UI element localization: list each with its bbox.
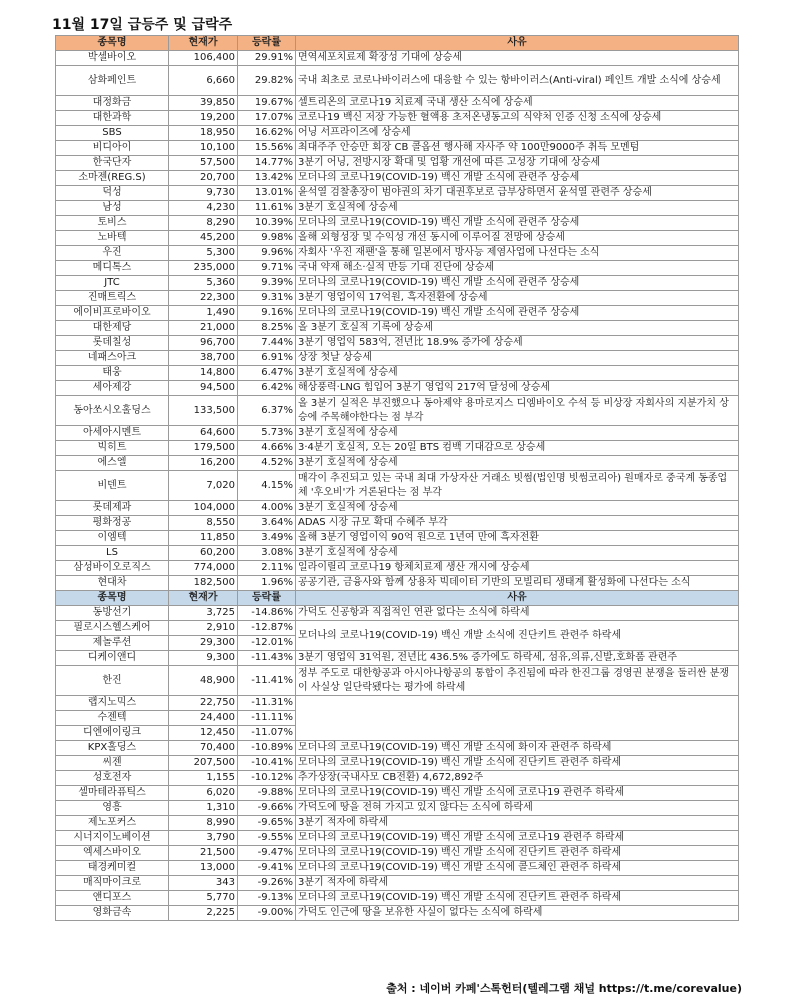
table-row bbox=[56, 801, 739, 816]
stock-change: 29.91% bbox=[238, 51, 296, 66]
table-row bbox=[56, 741, 739, 756]
stock-price: 39,850 bbox=[169, 96, 238, 111]
stock-price: 5,360 bbox=[169, 276, 238, 291]
stock-price: 21,000 bbox=[169, 321, 238, 336]
table-row bbox=[56, 171, 739, 186]
stock-price: 45,200 bbox=[169, 231, 238, 246]
stock-change: -9.26% bbox=[238, 876, 296, 891]
stock-change: 13.01% bbox=[238, 186, 296, 201]
stock-price: 16,200 bbox=[169, 456, 238, 471]
stock-name: 한국단자 bbox=[56, 156, 169, 171]
stock-price: 182,500 bbox=[169, 576, 238, 591]
stock-name: 수젠텍 bbox=[56, 711, 169, 726]
stock-reason: 모더나의 코로나19(COVID-19) 백신 개발 소식에 관련주 상승세 bbox=[296, 276, 739, 291]
stock-name: 동아쏘시오홀딩스 bbox=[56, 396, 169, 426]
stock-name: 필로시스헬스케어 bbox=[56, 621, 169, 636]
stock-change: 9.16% bbox=[238, 306, 296, 321]
stock-price: 70,400 bbox=[169, 741, 238, 756]
table-row bbox=[56, 531, 739, 546]
stock-price: 5,300 bbox=[169, 246, 238, 261]
stock-reason: 3·4분기 호실적, 오는 20일 BTS 컴백 기대감으로 상승세 bbox=[296, 441, 739, 456]
stock-name: 영화금속 bbox=[56, 906, 169, 921]
table-row bbox=[56, 396, 739, 426]
table-row bbox=[56, 336, 739, 351]
stock-reason: 3분기 호실적에 상승세 bbox=[296, 426, 739, 441]
stock-change: -9.41% bbox=[238, 861, 296, 876]
table-row bbox=[56, 291, 739, 306]
stock-change: 9.31% bbox=[238, 291, 296, 306]
table-row bbox=[56, 111, 739, 126]
stock-name: 에이비프로바이오 bbox=[56, 306, 169, 321]
stock-change: 8.25% bbox=[238, 321, 296, 336]
header-price: 현재가 bbox=[169, 591, 238, 606]
stock-reason bbox=[296, 696, 739, 741]
stock-name: 롯데제과 bbox=[56, 501, 169, 516]
stock-price: 774,000 bbox=[169, 561, 238, 576]
stock-change: 2.11% bbox=[238, 561, 296, 576]
stock-change: 6.42% bbox=[238, 381, 296, 396]
stock-price: 2,225 bbox=[169, 906, 238, 921]
stock-change: 3.49% bbox=[238, 531, 296, 546]
stock-name: 소마젠(REG.S) bbox=[56, 171, 169, 186]
source-note: 출처 : 네이버 카페'스톡헌터(텔레그램 채널 https://t.me/corevalue) bbox=[386, 982, 742, 995]
stock-reason: 매각이 추진되고 있는 국내 최대 가상자산 거래소 빗썸(법인명 빗썸코리아) 원매자로 중국계 동종업체 '후오비'가 거론된다는 점 부각 bbox=[296, 471, 739, 501]
table-row bbox=[56, 786, 739, 801]
stock-reason: 모더나의 코로나19(COVID-19) 백신 개발 소식에 관련주 상승세 bbox=[296, 306, 739, 321]
stock-price: 10,100 bbox=[169, 141, 238, 156]
page-title: 11월 17일 급등주 및 급락주 bbox=[52, 17, 233, 33]
stock-price: 48,900 bbox=[169, 666, 238, 696]
stock-price: 7,020 bbox=[169, 471, 238, 501]
table-row bbox=[56, 201, 739, 216]
stock-name: 씨젠 bbox=[56, 756, 169, 771]
stock-name: 노바텍 bbox=[56, 231, 169, 246]
stock-price: 235,000 bbox=[169, 261, 238, 276]
stock-change: -9.88% bbox=[238, 786, 296, 801]
table-row bbox=[56, 621, 739, 636]
stock-reason: 모더나의 코로나19(COVID-19) 백신 개발 소식에 관련주 상승세 bbox=[296, 216, 739, 231]
stock-reason: 상장 첫날 상승세 bbox=[296, 351, 739, 366]
table-row bbox=[56, 576, 739, 591]
table-row bbox=[56, 261, 739, 276]
stock-change: -9.66% bbox=[238, 801, 296, 816]
stock-change: 9.96% bbox=[238, 246, 296, 261]
stock-change: -11.43% bbox=[238, 651, 296, 666]
stock-change: -10.12% bbox=[238, 771, 296, 786]
stock-name: 우진 bbox=[56, 246, 169, 261]
stock-name: 태경케미컬 bbox=[56, 861, 169, 876]
stock-name: 영흥 bbox=[56, 801, 169, 816]
table-row bbox=[56, 561, 739, 576]
stock-reason: 3분기 영업이익 17억원, 흑자전환에 상승세 bbox=[296, 291, 739, 306]
table-row bbox=[56, 231, 739, 246]
stock-price: 20,700 bbox=[169, 171, 238, 186]
stock-change: 15.56% bbox=[238, 141, 296, 156]
gainers-header-row bbox=[56, 36, 739, 51]
stock-change: 9.71% bbox=[238, 261, 296, 276]
stock-name: 비덴트 bbox=[56, 471, 169, 501]
stock-price: 38,700 bbox=[169, 351, 238, 366]
stock-change: -12.01% bbox=[238, 636, 296, 651]
stock-reason: 모더나의 코로나19(COVID-19) 백신 개발 소식에 진단키트 관련주 하락세 bbox=[296, 621, 739, 651]
table-row bbox=[56, 306, 739, 321]
stock-change: -11.07% bbox=[238, 726, 296, 741]
stock-price: 9,300 bbox=[169, 651, 238, 666]
table-row bbox=[56, 381, 739, 396]
stock-name: 평화정공 bbox=[56, 516, 169, 531]
stock-price: 60,200 bbox=[169, 546, 238, 561]
stock-reason: 3분기 호실적에 상승세 bbox=[296, 501, 739, 516]
table-row bbox=[56, 471, 739, 501]
table-row bbox=[56, 426, 739, 441]
stock-price: 1,310 bbox=[169, 801, 238, 816]
stock-name: 랩지노믹스 bbox=[56, 696, 169, 711]
table-row bbox=[56, 756, 739, 771]
stock-reason: 올해 3분기 영업이익 90억 원으로 1년여 만에 흑자전환 bbox=[296, 531, 739, 546]
table-row bbox=[56, 606, 739, 621]
stock-name: 제노포커스 bbox=[56, 816, 169, 831]
table-row bbox=[56, 876, 739, 891]
header-price: 현재가 bbox=[169, 36, 238, 51]
stock-change: 6.47% bbox=[238, 366, 296, 381]
stock-reason: 면역세포치료제 확장성 기대에 상승세 bbox=[296, 51, 739, 66]
stock-reason: 어닝 서프라이즈에 상승세 bbox=[296, 126, 739, 141]
stock-change: 29.82% bbox=[238, 66, 296, 96]
stock-change: -11.31% bbox=[238, 696, 296, 711]
stock-name: 비디아이 bbox=[56, 141, 169, 156]
table-row bbox=[56, 516, 739, 531]
stock-name: 세아제강 bbox=[56, 381, 169, 396]
table-row bbox=[56, 441, 739, 456]
stock-change: 4.66% bbox=[238, 441, 296, 456]
stock-name: 매직마이크로 bbox=[56, 876, 169, 891]
stock-reason: 3분기 호실적에 상승세 bbox=[296, 546, 739, 561]
stock-price: 14,800 bbox=[169, 366, 238, 381]
table-row bbox=[56, 831, 739, 846]
table-row bbox=[56, 141, 739, 156]
stock-change: -11.11% bbox=[238, 711, 296, 726]
stock-reason: 3분기 영업익 583억, 전년比 18.9% 증가에 상승세 bbox=[296, 336, 739, 351]
table-row bbox=[56, 246, 739, 261]
stock-name: 엑세스바이오 bbox=[56, 846, 169, 861]
stock-name: 삼성바이오로직스 bbox=[56, 561, 169, 576]
stock-name: 롯데칠성 bbox=[56, 336, 169, 351]
stock-name: 이엠텍 bbox=[56, 531, 169, 546]
stock-reason: 올 3분기 실적은 부진했으나 동아제약 용마로지스 디엠바이오 수석 등 비상장 자회사의 지분가치 상승에 주목해야한다는 점 부각 bbox=[296, 396, 739, 426]
stock-change: 11.61% bbox=[238, 201, 296, 216]
stock-price: 104,000 bbox=[169, 501, 238, 516]
stock-name: LS bbox=[56, 546, 169, 561]
stock-name: 성호전자 bbox=[56, 771, 169, 786]
table-row bbox=[56, 816, 739, 831]
header-name: 종목명 bbox=[56, 591, 169, 606]
header-name: 종목명 bbox=[56, 36, 169, 51]
stock-reason: 모더나의 코로나19(COVID-19) 백신 개발 소식에 코로나19 관련주 하락세 bbox=[296, 831, 739, 846]
stock-reason: 모더나의 코로나19(COVID-19) 백신 개발 소식에 관련주 상승세 bbox=[296, 171, 739, 186]
stock-change: -9.13% bbox=[238, 891, 296, 906]
stock-name: 현대차 bbox=[56, 576, 169, 591]
stock-change: -9.65% bbox=[238, 816, 296, 831]
stock-name: 시너지이노베이션 bbox=[56, 831, 169, 846]
stock-name: 동방선기 bbox=[56, 606, 169, 621]
stock-price: 21,500 bbox=[169, 846, 238, 861]
stock-change: 13.42% bbox=[238, 171, 296, 186]
stock-reason: 3분기 적자에 하락세 bbox=[296, 816, 739, 831]
stock-change: 4.15% bbox=[238, 471, 296, 501]
stock-name: 삼화페인트 bbox=[56, 66, 169, 96]
stock-reason: 모더나의 코로나19(COVID-19) 백신 개발 소식에 진단키트 관련주 하락세 bbox=[296, 891, 739, 906]
stock-name: 디케이앤디 bbox=[56, 651, 169, 666]
table-row bbox=[56, 276, 739, 291]
stock-reason: ADAS 시장 규모 확대 수혜주 부각 bbox=[296, 516, 739, 531]
stock-reason: 3분기 호실적에 상승세 bbox=[296, 201, 739, 216]
stock-name: 디엔에이링크 bbox=[56, 726, 169, 741]
stock-change: -9.55% bbox=[238, 831, 296, 846]
stock-change: 3.08% bbox=[238, 546, 296, 561]
stock-reason: 코로나19 백신 저장 가능한 혈액용 초저온냉동고의 식약처 인증 신청 소식에 상승세 bbox=[296, 111, 739, 126]
stock-change: 9.98% bbox=[238, 231, 296, 246]
stock-reason: 올해 외형성장 및 수익성 개선 동시에 이루어질 전망에 상승세 bbox=[296, 231, 739, 246]
stock-name: 태웅 bbox=[56, 366, 169, 381]
stock-price: 106,400 bbox=[169, 51, 238, 66]
table-row bbox=[56, 66, 739, 96]
stock-price: 19,200 bbox=[169, 111, 238, 126]
stock-price: 2,910 bbox=[169, 621, 238, 636]
stock-reason: 모더나의 코로나19(COVID-19) 백신 개발 소식에 콜드체인 관련주 하락세 bbox=[296, 861, 739, 876]
stock-name: 앤디포스 bbox=[56, 891, 169, 906]
stock-name: 셀마테라퓨틱스 bbox=[56, 786, 169, 801]
stock-reason: 모더나의 코로나19(COVID-19) 백신 개발 소식에 코로나19 관련주 하락세 bbox=[296, 786, 739, 801]
header-reason: 사유 bbox=[296, 36, 739, 51]
stock-name: 한진 bbox=[56, 666, 169, 696]
stock-price: 24,400 bbox=[169, 711, 238, 726]
stock-name: 박셀바이오 bbox=[56, 51, 169, 66]
stock-price: 22,750 bbox=[169, 696, 238, 711]
stock-price: 64,600 bbox=[169, 426, 238, 441]
stock-change: -14.86% bbox=[238, 606, 296, 621]
stock-reason: 국내 최초로 코로나바이러스에 대응할 수 있는 항바이러스(Anti-viral) 페인트 개발 소식에 상승세 bbox=[296, 66, 739, 96]
stock-reason: 공공기관, 금융사와 함께 상용차 빅데이터 기반의 모빌리티 생태계 활성화에 나선다는 소식 bbox=[296, 576, 739, 591]
header-reason: 사유 bbox=[296, 591, 739, 606]
stock-change: 4.00% bbox=[238, 501, 296, 516]
stock-change: 5.73% bbox=[238, 426, 296, 441]
stock-name: 토비스 bbox=[56, 216, 169, 231]
header-change: 등락률 bbox=[238, 591, 296, 606]
table-row bbox=[56, 351, 739, 366]
table-row bbox=[56, 216, 739, 231]
table-row bbox=[56, 771, 739, 786]
stock-price: 8,290 bbox=[169, 216, 238, 231]
stock-change: 19.67% bbox=[238, 96, 296, 111]
stock-reason: 3분기 호실적에 상승세 bbox=[296, 366, 739, 381]
stock-change: -12.87% bbox=[238, 621, 296, 636]
stock-change: 6.91% bbox=[238, 351, 296, 366]
stock-name: 대한과학 bbox=[56, 111, 169, 126]
table-row bbox=[56, 906, 739, 921]
stock-name: 아세아시멘트 bbox=[56, 426, 169, 441]
stock-reason: 일라이릴리 코로나19 항체치료제 생산 개시에 상승세 bbox=[296, 561, 739, 576]
stock-change: 1.96% bbox=[238, 576, 296, 591]
stock-name: SBS bbox=[56, 126, 169, 141]
stock-reason: 윤석열 검찰총장이 범야권의 차기 대권후보로 급부상하면서 윤석열 관련주 상승세 bbox=[296, 186, 739, 201]
stock-price: 13,000 bbox=[169, 861, 238, 876]
stock-price: 179,500 bbox=[169, 441, 238, 456]
losers-header-row bbox=[56, 591, 739, 606]
stock-change: 17.07% bbox=[238, 111, 296, 126]
stock-table bbox=[55, 35, 739, 921]
table-row bbox=[56, 666, 739, 696]
stock-change: 3.64% bbox=[238, 516, 296, 531]
stock-price: 4,230 bbox=[169, 201, 238, 216]
stock-name: 빅히트 bbox=[56, 441, 169, 456]
stock-change: -9.47% bbox=[238, 846, 296, 861]
stock-name: 제놀루션 bbox=[56, 636, 169, 651]
stock-price: 8,550 bbox=[169, 516, 238, 531]
table-row bbox=[56, 456, 739, 471]
stock-reason: 3분기 영업익 31억원, 전년比 436.5% 증가에도 하락세, 섬유,의류,신발,호화품 관련주 bbox=[296, 651, 739, 666]
stock-change: 9.39% bbox=[238, 276, 296, 291]
stock-price: 57,500 bbox=[169, 156, 238, 171]
stock-reason: 모더나의 코로나19(COVID-19) 백신 개발 소식에 진단키트 관련주 하락세 bbox=[296, 756, 739, 771]
stock-name: 진매트릭스 bbox=[56, 291, 169, 306]
stock-reason: 해상풍력·LNG 힘입어 3분기 영업익 217억 달성에 상승세 bbox=[296, 381, 739, 396]
stock-price: 12,450 bbox=[169, 726, 238, 741]
stock-change: -10.41% bbox=[238, 756, 296, 771]
table-row bbox=[56, 186, 739, 201]
stock-reason: 올 3분기 호실적 기록에 상승세 bbox=[296, 321, 739, 336]
stock-change: 14.77% bbox=[238, 156, 296, 171]
stock-reason: 정부 주도로 대한항공과 아시아나항공의 통합이 추진됨에 따라 한진그룹 경영권 분쟁을 둘러싼 분쟁이 사실상 일단락됐다는 평가에 하락세 bbox=[296, 666, 739, 696]
stock-reason: 3분기 어닝, 전방시장 확대 및 업황 개선에 따른 고성장 기대에 상승세 bbox=[296, 156, 739, 171]
stock-name: KPX홀딩스 bbox=[56, 741, 169, 756]
stock-reason: 최대주주 안승만 회장 CB 콜옵션 행사해 자사주 약 100만9000주 취득 모멘텀 bbox=[296, 141, 739, 156]
stock-reason: 3분기 적자에 하락세 bbox=[296, 876, 739, 891]
stock-reason: 가덕도 신공항과 직접적인 연관 없다는 소식에 하락세 bbox=[296, 606, 739, 621]
stock-change: 4.52% bbox=[238, 456, 296, 471]
stock-name: JTC bbox=[56, 276, 169, 291]
table-row bbox=[56, 696, 739, 711]
stock-change: -10.89% bbox=[238, 741, 296, 756]
stock-price: 6,660 bbox=[169, 66, 238, 96]
table-row bbox=[56, 891, 739, 906]
stock-change: -9.00% bbox=[238, 906, 296, 921]
table-row bbox=[56, 126, 739, 141]
stock-name: 대한제당 bbox=[56, 321, 169, 336]
stock-change: 10.39% bbox=[238, 216, 296, 231]
stock-name: 덕성 bbox=[56, 186, 169, 201]
stock-reason: 모더나의 코로나19(COVID-19) 백신 개발 소식에 화이자 관련주 하락세 bbox=[296, 741, 739, 756]
stock-price: 3,725 bbox=[169, 606, 238, 621]
stock-name: 대정화금 bbox=[56, 96, 169, 111]
stock-price: 1,490 bbox=[169, 306, 238, 321]
table-row bbox=[56, 861, 739, 876]
stock-reason: 가덕도 인근에 땅을 보유한 사실이 없다는 소식에 하락세 bbox=[296, 906, 739, 921]
table-row bbox=[56, 651, 739, 666]
stock-price: 133,500 bbox=[169, 396, 238, 426]
table-row bbox=[56, 321, 739, 336]
stock-price: 207,500 bbox=[169, 756, 238, 771]
table-row bbox=[56, 96, 739, 111]
stock-price: 3,790 bbox=[169, 831, 238, 846]
stock-name: 에스엘 bbox=[56, 456, 169, 471]
table-row bbox=[56, 546, 739, 561]
stock-reason: 셀트리온의 코로나19 치료제 국내 생산 소식에 상승세 bbox=[296, 96, 739, 111]
stock-reason: 모더나의 코로나19(COVID-19) 백신 개발 소식에 진단키트 관련주 하락세 bbox=[296, 846, 739, 861]
stock-price: 9,730 bbox=[169, 186, 238, 201]
stock-name: 네패스아크 bbox=[56, 351, 169, 366]
table-row bbox=[56, 51, 739, 66]
stock-price: 343 bbox=[169, 876, 238, 891]
stock-reason: 가덕도에 땅을 전혀 가지고 있지 않다는 소식에 하락세 bbox=[296, 801, 739, 816]
stock-price: 11,850 bbox=[169, 531, 238, 546]
stock-change: 6.37% bbox=[238, 396, 296, 426]
table-row bbox=[56, 366, 739, 381]
stock-price: 5,770 bbox=[169, 891, 238, 906]
stock-reason: 자회사 '우진 재팬'을 통해 일본에서 방사능 제염사업에 나선다는 소식 bbox=[296, 246, 739, 261]
stock-reason: 3분기 호실적에 상승세 bbox=[296, 456, 739, 471]
stock-name: 남성 bbox=[56, 201, 169, 216]
stock-price: 8,990 bbox=[169, 816, 238, 831]
stock-reason: 추가상장(국내사모 CB전환) 4,672,892주 bbox=[296, 771, 739, 786]
table-row bbox=[56, 501, 739, 516]
stock-name: 메디톡스 bbox=[56, 261, 169, 276]
stock-reason: 국내 약재 해소·실적 반등 기대 진단에 상승세 bbox=[296, 261, 739, 276]
stock-price: 18,950 bbox=[169, 126, 238, 141]
stock-price: 94,500 bbox=[169, 381, 238, 396]
stock-change: 7.44% bbox=[238, 336, 296, 351]
stock-price: 6,020 bbox=[169, 786, 238, 801]
stock-price: 96,700 bbox=[169, 336, 238, 351]
stock-price: 1,155 bbox=[169, 771, 238, 786]
stock-change: 16.62% bbox=[238, 126, 296, 141]
table-row bbox=[56, 156, 739, 171]
stock-change: -11.41% bbox=[238, 666, 296, 696]
header-change: 등락률 bbox=[238, 36, 296, 51]
stock-price: 22,300 bbox=[169, 291, 238, 306]
stock-price: 29,300 bbox=[169, 636, 238, 651]
table-row bbox=[56, 846, 739, 861]
